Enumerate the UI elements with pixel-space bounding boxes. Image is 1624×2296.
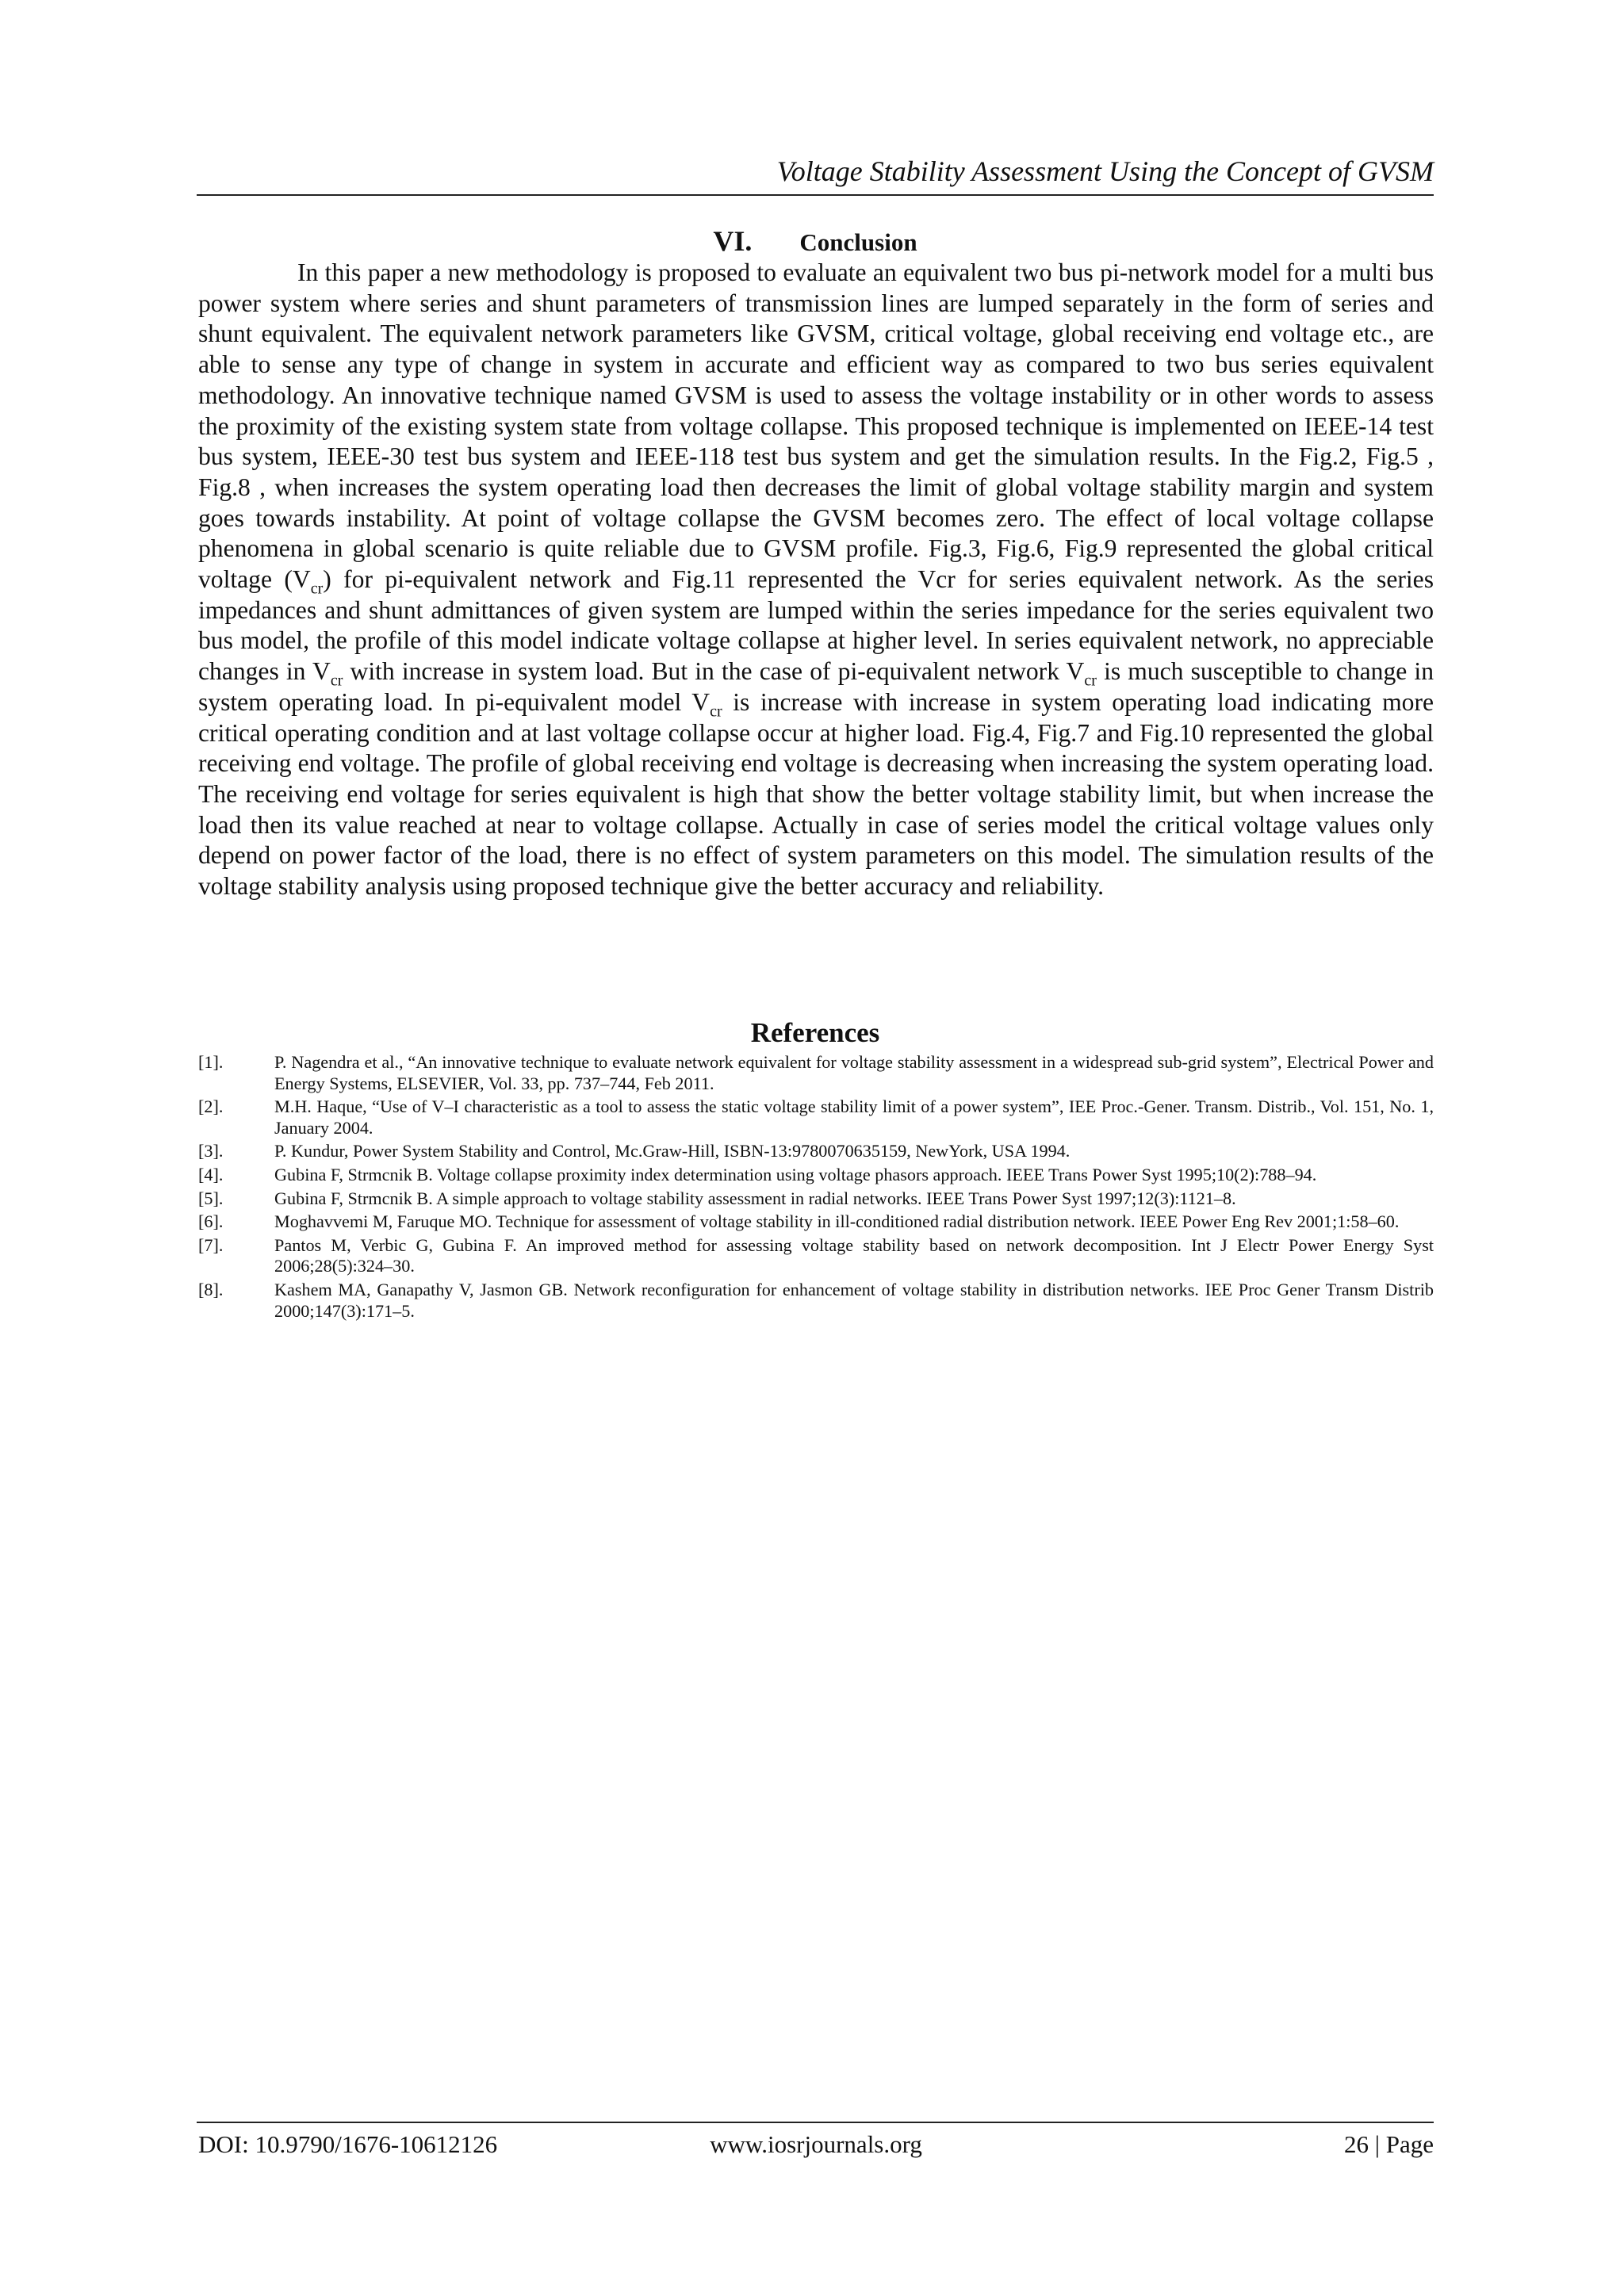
page-number: 26 | Page: [1344, 2130, 1434, 2158]
reference-text: Gubina F, Strmcnik B. A simple approach to voltage stability assessment in radial networks. IEEE Trans Power Syst 1997;12(3):1121–8.: [274, 1188, 1236, 1208]
references-heading: References: [750, 1017, 880, 1048]
conclusion-text-3: with increase in system load. But in the case of pi-equivalent network V: [343, 657, 1085, 686]
reference-item: [198, 1188, 1434, 1210]
conclusion-text-1: In this paper a new methodology is proposed to evaluate an equivalent two bus pi-network model for a multi bus power system where series and shunt parameters of transmission lines are lumped separately in the form of series and shunt equivalent. The equivalent network parameters like GVSM, critical voltage, global receiving end voltage etc., are able to sense any type of change in system in accurate and efficient way as compared to two bus series equivalent methodology. An innovative technique named GVSM is used to assess the voltage instability or in other words to assess the proximity of the existing system state from voltage collapse. This proposed technique is implemented on IEEE-14 test bus system, IEEE-30 test bus system and IEEE-118 test bus system and get the simulation results. In the Fig.2, Fig.5 , Fig.8 , when increases the system operating load then decreases the limit of global voltage stability margin and system goes towards instability. At point of voltage collapse the GVSM becomes zero. The effect of local voltage collapse phenomena in global scenario is quite reliable due to GVSM profile. Fig.3, Fig.6, Fig.9 represented the global critical voltage (V: [198, 258, 1434, 594]
reference-text: Moghavvemi M, Faruque MO. Technique for assessment of voltage stability in ill-conditioned radial distribution network. IEEE Power Eng Rev 2001;1:58–60.: [274, 1211, 1400, 1232]
reference-number: [7].: [198, 1234, 224, 1255]
subscript-cr: cr: [330, 672, 343, 690]
reference-text: Pantos M, Verbic G, Gubina F. An improved method for assessing voltage stability based on network decomposition. Int J Electr Power Energy Syst 2006;28(5):324–30.: [274, 1234, 1434, 1276]
reference-item: [198, 1235, 1434, 1277]
header-divider: [197, 194, 1434, 196]
reference-text: P. Nagendra et al., “An innovative technique to evaluate network equivalent for voltage stability assessment in a widespread sub-grid system”, Electrical Power and Energy Systems, ELSEVIER, Vol. 33, pp. 737–744, Feb 2011.: [274, 1052, 1434, 1093]
reference-item: [198, 1165, 1434, 1186]
reference-number: [3].: [198, 1141, 224, 1161]
reference-list: [198, 1052, 1434, 1324]
reference-number: [1].: [198, 1052, 224, 1072]
page-footer: [198, 2127, 1434, 2162]
section-title: Conclusion: [799, 228, 917, 256]
conclusion-text-4: is much susceptible to change in system operating load. In pi-equivalent model V: [198, 657, 1434, 716]
reference-text: Kashem MA, Ganapathy V, Jasmon GB. Network reconfiguration for enhancement of voltage stability in distribution networks. IEE Proc Gener Transm Distrib 2000;147(3):171–5.: [274, 1279, 1434, 1321]
reference-number: [6].: [198, 1211, 224, 1232]
subscript-cr: cr: [710, 702, 722, 721]
reference-text: P. Kundur, Power System Stability and Control, Mc.Graw-Hill, ISBN-13:9780070635159, NewYork, USA 1994.: [274, 1141, 1071, 1161]
footer-divider: [197, 2122, 1434, 2123]
subscript-cr: cr: [1084, 672, 1097, 690]
journal-website: www.iosrjournals.org: [710, 2130, 922, 2158]
section-number: VI.: [713, 225, 753, 257]
reference-item: [198, 1211, 1434, 1233]
reference-item: [198, 1052, 1434, 1094]
reference-text: M.H. Haque, “Use of V–I characteristic as a tool to assess the static voltage stability limit of a power system”, IEE Proc.-Gener. Transm. Distrib., Vol. 151, No. 1, January 2004.: [274, 1096, 1434, 1138]
reference-number: [4].: [198, 1164, 224, 1184]
conclusion-paragraph: [198, 258, 1434, 902]
doi-text: DOI: 10.9790/1676-10612126: [198, 2130, 498, 2158]
running-header: Voltage Stability Assessment Using the Concept of GVSM: [776, 155, 1434, 187]
reference-item: [198, 1096, 1434, 1138]
subscript-cr: cr: [310, 580, 324, 598]
conclusion-text-2: ) for pi-equivalent network and Fig.11 represented the Vcr for series equivalent network. As the series impedances and shunt admittances of given system are lumped within the series impedance for the series equivalent two bus model, the profile of this model indicate voltage collapse at higher level. In series equivalent network, no appreciable changes in V: [198, 565, 1434, 686]
reference-number: [2].: [198, 1096, 224, 1117]
reference-item: [198, 1280, 1434, 1322]
reference-number: [5].: [198, 1188, 224, 1208]
conclusion-text-5: is increase with increase in system operating load indicating more critical operating condition and at last voltage collapse occur at higher load. Fig.4, Fig.7 and Fig.10 represented the global receiving end voltage. The profile of global receiving end voltage is decreasing when increasing the system operating load. The receiving end voltage for series equivalent is high that show the better voltage stability limit, but when increase the load then its value reached at near to voltage collapse. Actually in case of series model the critical voltage values only depend on power factor of the load, there is no effect of system parameters on this model. The simulation results of the voltage stability analysis using proposed technique give the better accuracy and reliability.: [198, 687, 1434, 901]
reference-number: [8].: [198, 1279, 224, 1299]
reference-text: Gubina F, Strmcnik B. Voltage collapse proximity index determination using voltage phasors approach. IEEE Trans Power Syst 1995;10(2):788–94.: [274, 1164, 1317, 1184]
reference-item: [198, 1141, 1434, 1162]
section-heading: [197, 224, 1434, 258]
